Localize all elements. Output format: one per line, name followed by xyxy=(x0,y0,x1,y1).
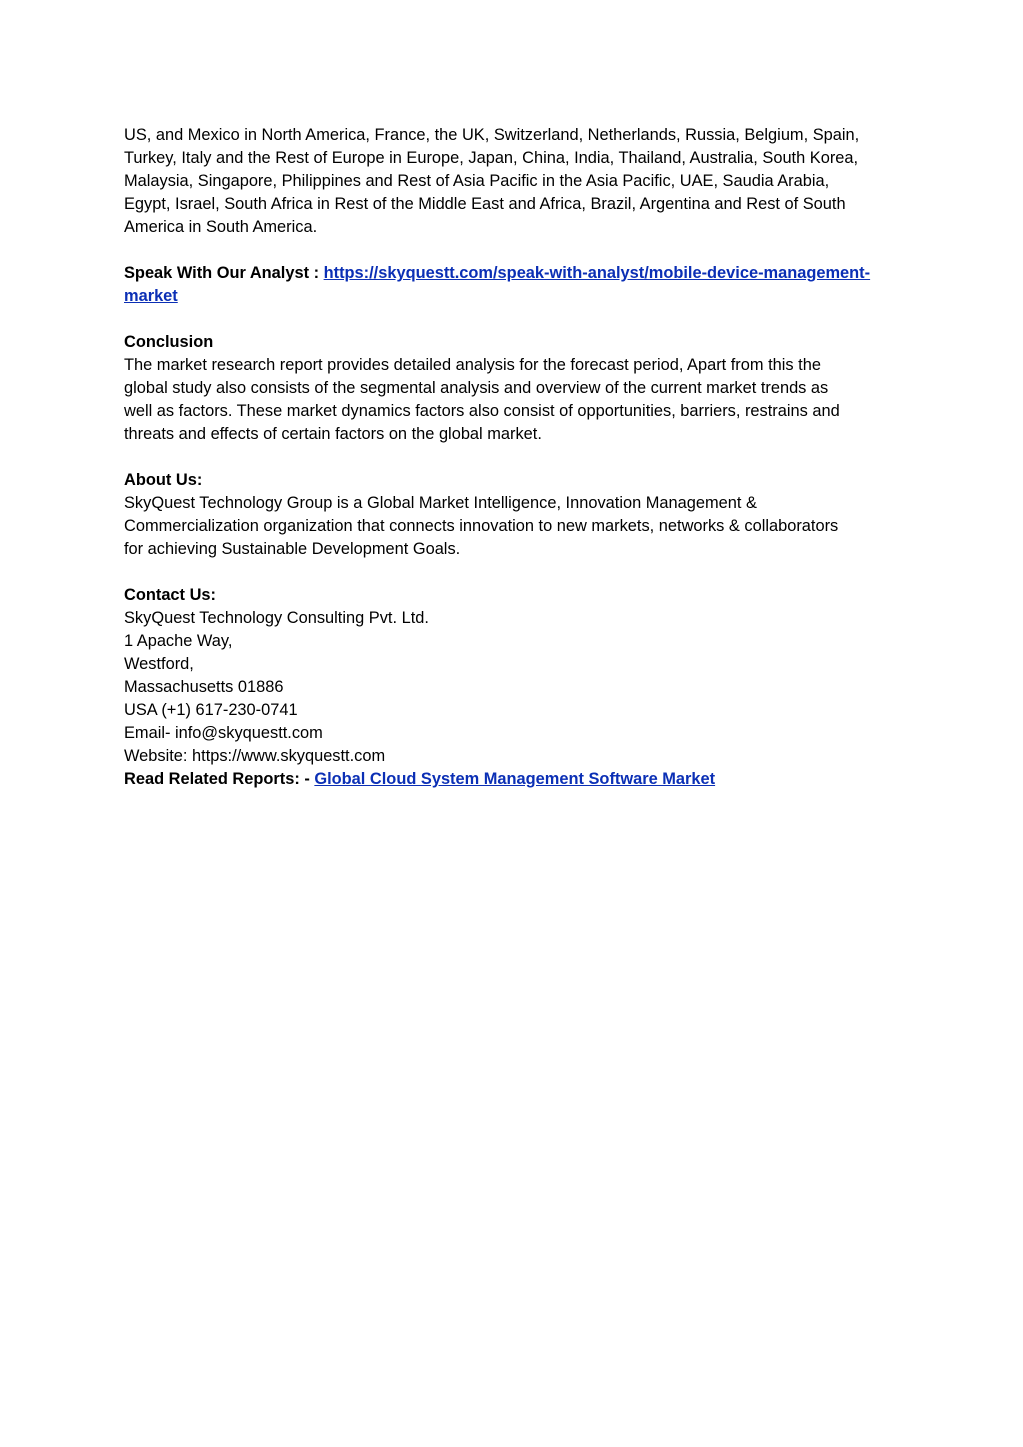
conclusion-heading: Conclusion xyxy=(124,333,214,351)
contact-email: Email- info@skyquestt.com xyxy=(124,724,323,742)
intro-line: America in South America. xyxy=(124,218,318,236)
analyst-link[interactable]: https://skyquestt.com/speak-with-analyst/mobile-device-management- xyxy=(323,264,871,282)
contact-section xyxy=(124,584,904,791)
intro-line: Egypt, Israel, South Africa in Rest of the Middle East and Africa, Brazil, Argentina and Rest of South xyxy=(124,195,846,213)
intro-line: Malaysia, Singapore, Philippines and Rest of Asia Pacific in the Asia Pacific, UAE, Saudia Arabia, xyxy=(124,172,830,190)
related-report-link[interactable]: Global Cloud System Management Software Market xyxy=(314,770,716,788)
about-heading: About Us: xyxy=(124,471,203,489)
intro-line: Turkey, Italy and the Rest of Europe in Europe, Japan, China, India, Thailand, Australia, South Korea, xyxy=(124,149,859,167)
contact-heading: Contact Us: xyxy=(124,586,216,604)
related-reports-line xyxy=(124,768,904,791)
analyst-line xyxy=(124,285,904,308)
contact-phone: USA (+1) 617-230-0741 xyxy=(124,701,298,719)
about-section xyxy=(124,469,904,561)
conclusion-line: global study also consists of the segmental analysis and overview of the current market trends as xyxy=(124,379,829,397)
intro-line: US, and Mexico in North America, France, the UK, Switzerland, Netherlands, Russia, Belgium, Spain, xyxy=(124,126,860,144)
intro-paragraph xyxy=(124,124,904,239)
about-line: for achieving Sustainable Development Goals. xyxy=(124,540,461,558)
about-line: Commercialization organization that connects innovation to new markets, networks & collaborators xyxy=(124,517,839,535)
contact-state: Massachusetts 01886 xyxy=(124,678,284,696)
analyst-line xyxy=(124,262,904,285)
conclusion-line: threats and effects of certain factors on the global market. xyxy=(124,425,542,443)
contact-website: Website: https://www.skyquestt.com xyxy=(124,747,386,765)
analyst-paragraph xyxy=(124,262,904,308)
contact-company: SkyQuest Technology Consulting Pvt. Ltd. xyxy=(124,609,429,627)
analyst-label: Speak With Our Analyst : xyxy=(124,264,324,282)
conclusion-section xyxy=(124,331,904,446)
related-reports-label: Read Related Reports: - xyxy=(124,770,315,788)
conclusion-line: well as factors. These market dynamics factors also consist of opportunities, barriers, restrains and xyxy=(124,402,840,420)
contact-city: Westford, xyxy=(124,655,194,673)
analyst-link-continuation[interactable]: market xyxy=(124,287,178,305)
contact-street: 1 Apache Way, xyxy=(124,632,233,650)
conclusion-line: The market research report provides detailed analysis for the forecast period, Apart from this the xyxy=(124,356,821,374)
document-page xyxy=(124,124,904,791)
about-line: SkyQuest Technology Group is a Global Market Intelligence, Innovation Management & xyxy=(124,494,757,512)
